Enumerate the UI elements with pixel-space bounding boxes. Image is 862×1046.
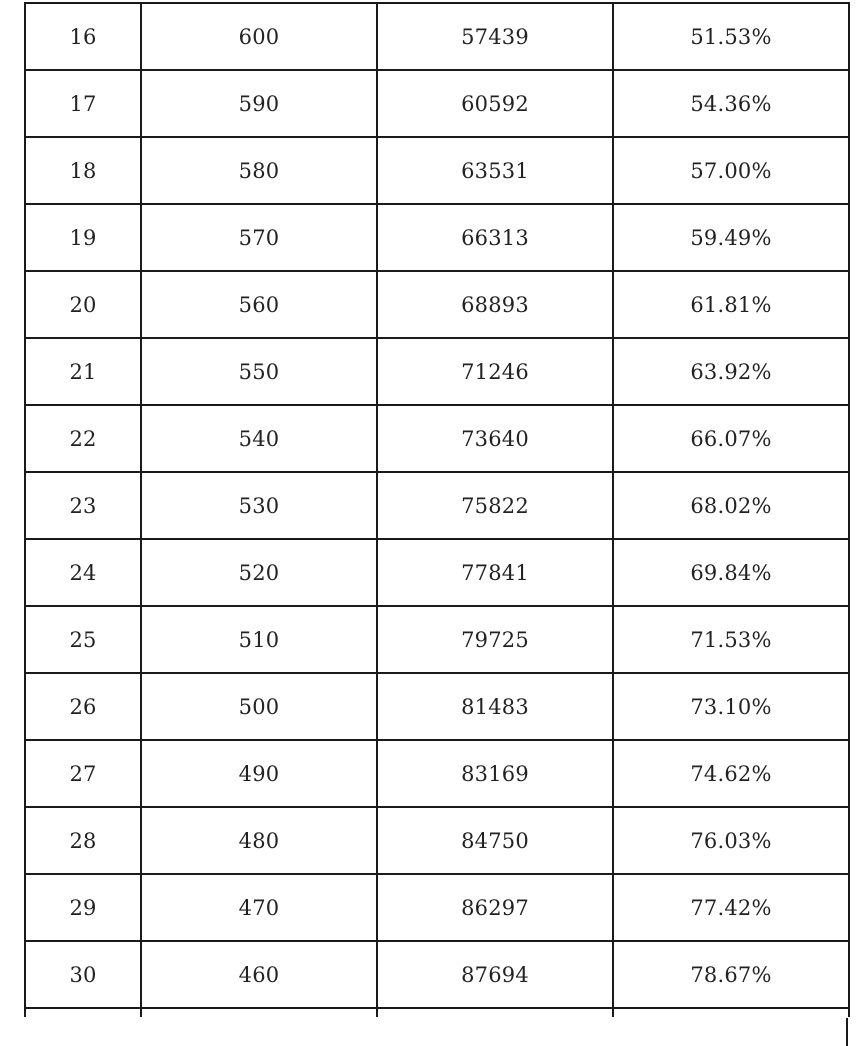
table-row <box>25 204 849 271</box>
table-cell: 61.81% <box>613 271 849 338</box>
table-cell: 490 <box>141 740 377 807</box>
table-cell: 60592 <box>377 70 613 137</box>
table-cell: 530 <box>141 472 377 539</box>
table-cell: 87694 <box>377 941 613 1008</box>
table-cell: 590 <box>141 70 377 137</box>
table-row <box>25 3 849 70</box>
table-cell: 570 <box>141 204 377 271</box>
table-row <box>25 807 849 874</box>
table-body <box>25 3 849 1017</box>
table-cell: 27 <box>25 740 141 807</box>
table-row <box>25 874 849 941</box>
table-cell: 16 <box>25 3 141 70</box>
table-cell: 20 <box>25 271 141 338</box>
table-row <box>25 740 849 807</box>
table-cell: 63531 <box>377 137 613 204</box>
table-cell: 84750 <box>377 807 613 874</box>
table-cell: 540 <box>141 405 377 472</box>
table-cell: 460 <box>141 941 377 1008</box>
table-cell: 76.03% <box>613 807 849 874</box>
table-cell-empty <box>141 1008 377 1017</box>
table-cell: 78.67% <box>613 941 849 1008</box>
table-cell: 73640 <box>377 405 613 472</box>
table-cell: 30 <box>25 941 141 1008</box>
table-row-partial <box>25 1008 849 1017</box>
table-cell: 24 <box>25 539 141 606</box>
table-cell: 600 <box>141 3 377 70</box>
table-row <box>25 472 849 539</box>
table-cell: 81483 <box>377 673 613 740</box>
table-row <box>25 539 849 606</box>
table-cell: 580 <box>141 137 377 204</box>
table-row <box>25 70 849 137</box>
table-cell: 77841 <box>377 539 613 606</box>
table-cell: 57439 <box>377 3 613 70</box>
table-cell: 26 <box>25 673 141 740</box>
table-cell: 480 <box>141 807 377 874</box>
table-cell: 59.49% <box>613 204 849 271</box>
table-row <box>25 673 849 740</box>
table-row <box>25 271 849 338</box>
table-cell: 22 <box>25 405 141 472</box>
table-cell: 69.84% <box>613 539 849 606</box>
table-cell: 18 <box>25 137 141 204</box>
table-cell: 75822 <box>377 472 613 539</box>
table-row <box>25 941 849 1008</box>
table-cell: 17 <box>25 70 141 137</box>
table-cell: 23 <box>25 472 141 539</box>
table-cell: 73.10% <box>613 673 849 740</box>
table-cell: 83169 <box>377 740 613 807</box>
table-row <box>25 137 849 204</box>
table-cell: 68893 <box>377 271 613 338</box>
table-cell: 66313 <box>377 204 613 271</box>
table-cell: 68.02% <box>613 472 849 539</box>
table-cell: 19 <box>25 204 141 271</box>
table-row <box>25 338 849 405</box>
table-cell: 66.07% <box>613 405 849 472</box>
table-cell: 71246 <box>377 338 613 405</box>
table-cell: 550 <box>141 338 377 405</box>
table-cell: 51.53% <box>613 3 849 70</box>
table-cell-empty <box>377 1008 613 1017</box>
ranking-table <box>24 2 850 1017</box>
table-cell: 74.62% <box>613 740 849 807</box>
table-row <box>25 606 849 673</box>
table-cell: 63.92% <box>613 338 849 405</box>
table-cell: 71.53% <box>613 606 849 673</box>
table-cell: 510 <box>141 606 377 673</box>
table-cell: 54.36% <box>613 70 849 137</box>
table-cell: 86297 <box>377 874 613 941</box>
table-cell: 77.42% <box>613 874 849 941</box>
table-cell: 79725 <box>377 606 613 673</box>
scrollbar-indicator[interactable] <box>846 1018 848 1046</box>
table-cell: 21 <box>25 338 141 405</box>
table-cell-empty <box>25 1008 141 1017</box>
table-cell: 57.00% <box>613 137 849 204</box>
table-cell: 520 <box>141 539 377 606</box>
table-cell: 470 <box>141 874 377 941</box>
table-cell: 29 <box>25 874 141 941</box>
table-cell: 560 <box>141 271 377 338</box>
table-row <box>25 405 849 472</box>
table-cell: 25 <box>25 606 141 673</box>
table-cell-empty <box>613 1008 849 1017</box>
table-cell: 500 <box>141 673 377 740</box>
table-container <box>24 2 848 1017</box>
table-cell: 28 <box>25 807 141 874</box>
